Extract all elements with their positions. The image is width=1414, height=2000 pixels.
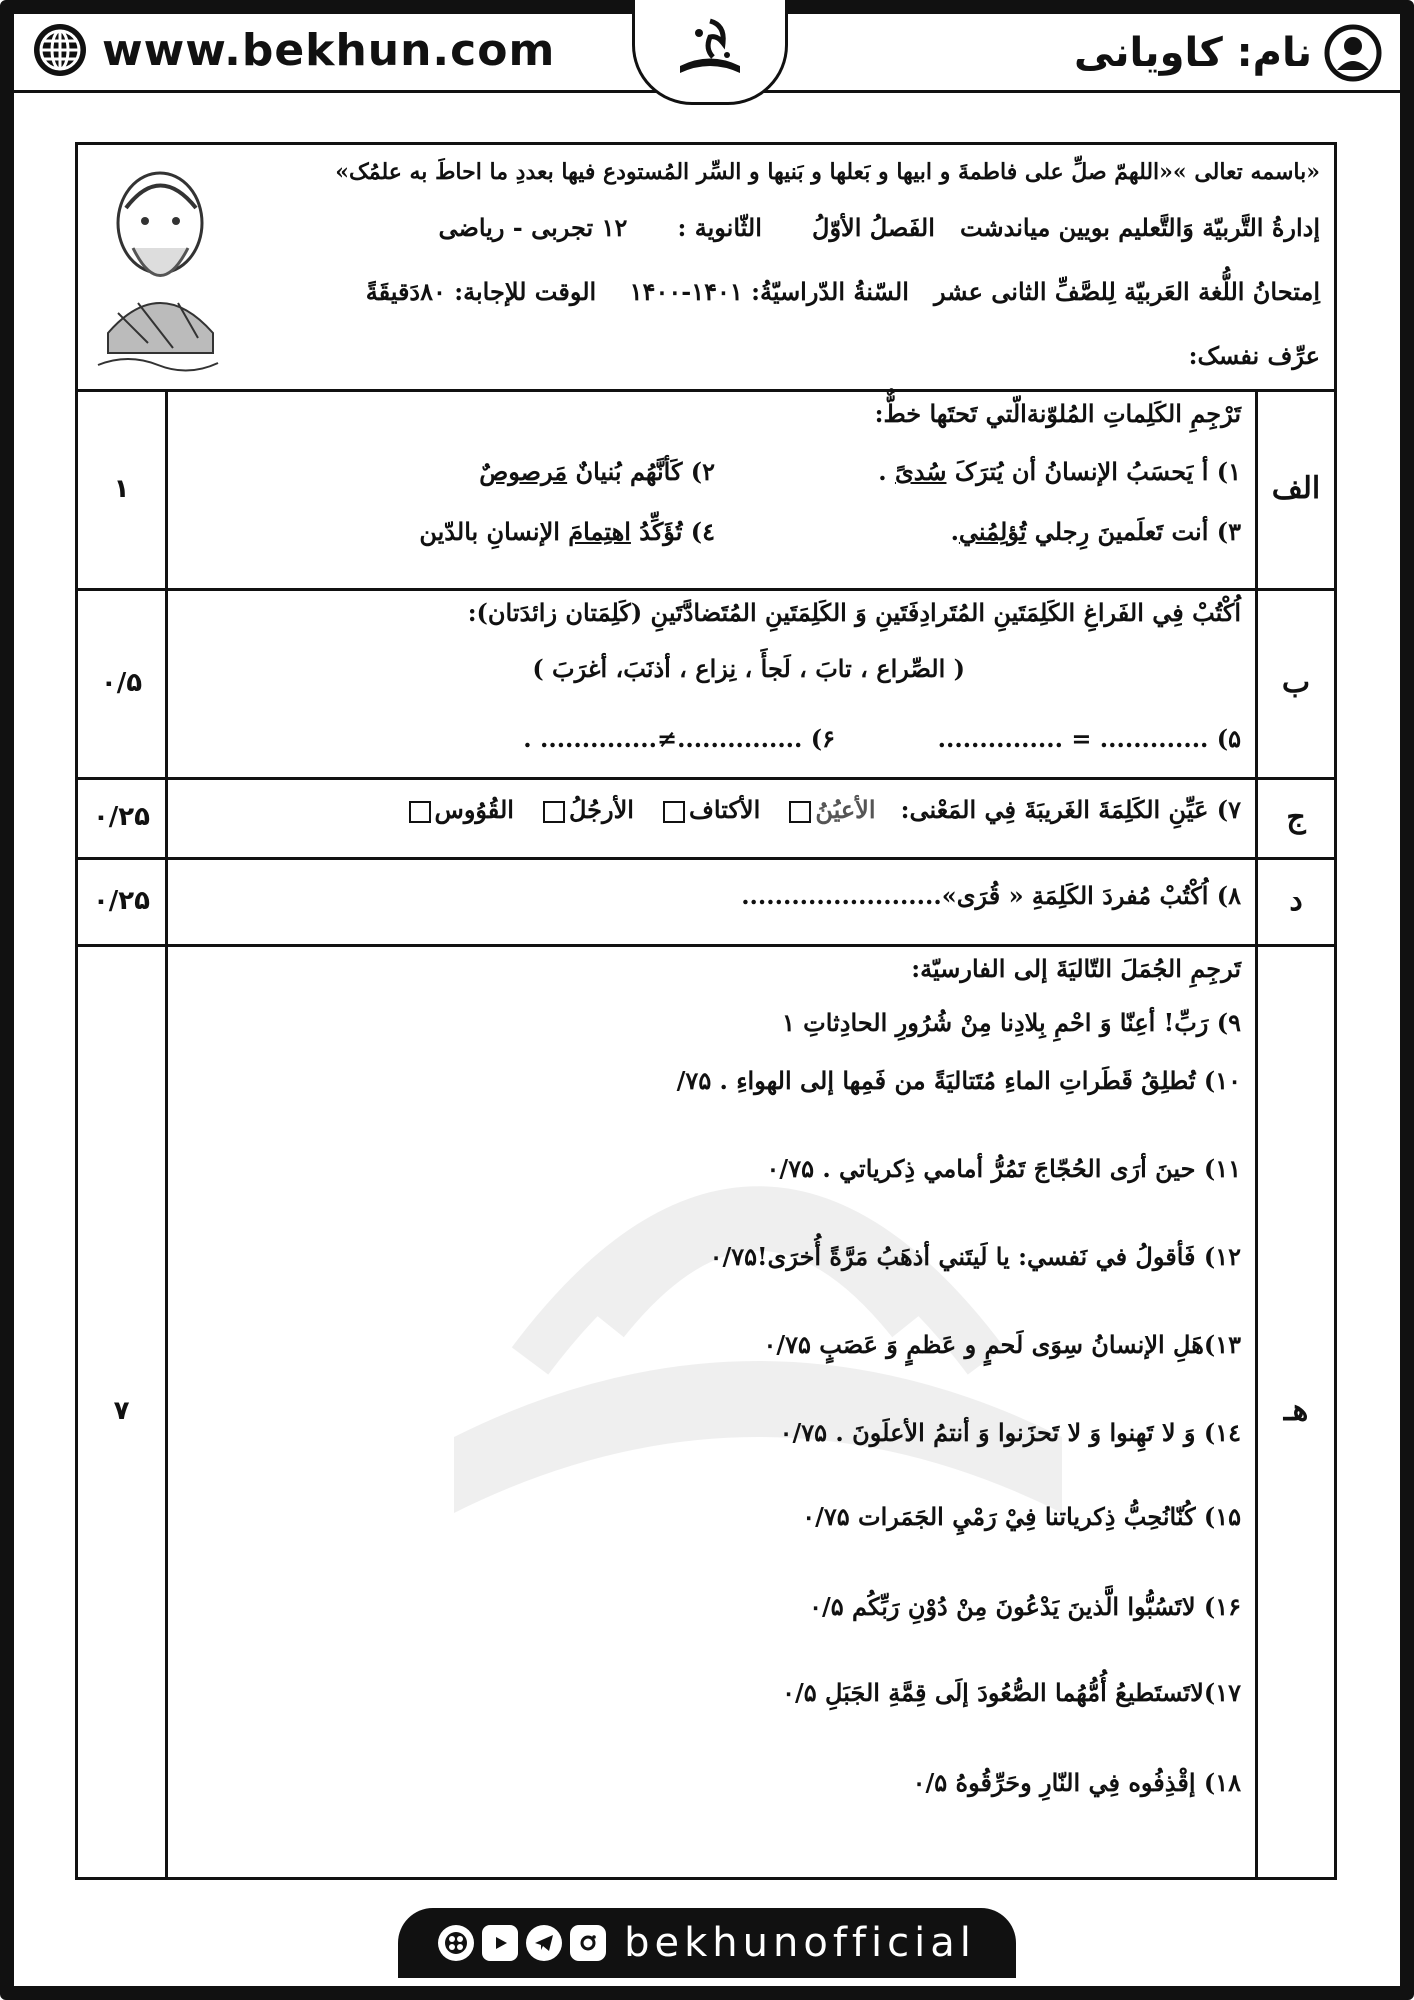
question-18: ۱۸) إقْذِفُوه فِي النّارِ وحَرِّقُوهُ ۰/۵ — [912, 1768, 1241, 1797]
globe-icon — [32, 22, 88, 78]
option-3-checkbox[interactable] — [543, 801, 565, 823]
option-4-checkbox[interactable] — [409, 801, 431, 823]
portrait-image — [88, 153, 228, 378]
section-d — [78, 857, 1334, 947]
exam-duration: الوقت للإجابة: ۸۰دَقیقَةً — [365, 277, 597, 306]
brand-logo — [632, 0, 788, 105]
header-line-1: «باسمه تعالی »«اللهمّ صلِّ علی فاطمةَ و ابیها و بَعلها و بَنیها و السِّر المُستودع فیها بعددِ ما احاطَ به علمُک» — [335, 159, 1320, 185]
academic-year: السّنةُ الدّراسیّةُ: ۱۴۰۱-۱۴۰۰ — [629, 277, 909, 306]
question-9: ۹) رَبِّ! أعِنّا وَ احْمِ بِلادِنا مِنْ شُرُورِ الحادِثاتِ ۱ — [781, 1008, 1241, 1037]
exam-header — [78, 145, 1334, 392]
instruction: تَرجِمِ الجُمَلَ التّالیَةَ إلی الفارسیّة: — [911, 954, 1241, 983]
header-line-4: عرِّف نفسک: — [1188, 341, 1320, 370]
question-13: ۱۳)هَلِ الإنسانُ سِوَی لَحمٍ و عَظمٍ وَ عَصَبٍ ۰/۷۵ — [763, 1330, 1241, 1359]
blank-6[interactable]: ۶) ...............≠.............. . — [523, 724, 835, 753]
option-3: الأرجُلُ — [569, 795, 634, 824]
option-1: الأعیُنُ — [815, 795, 876, 824]
footer-bar — [398, 1908, 1016, 1978]
user-icon — [1324, 24, 1382, 82]
question-12: ۱۲) فَأقولُ في نَفسي: یا لَیتَني أذهَبُ مَرَّةً أُخرَی!۰/۷۵ — [709, 1242, 1241, 1271]
blank-5[interactable]: ۵) ............. = ............... — [937, 724, 1241, 753]
section-letter: هـ — [1255, 944, 1334, 1877]
question-11: ۱۱) حینَ أرَی الحُجّاجَ تَمُرُّ أمامي ذِکریاتي . ۰/۷۵ — [766, 1154, 1241, 1183]
option-1-checkbox[interactable] — [789, 801, 811, 823]
book-logo-icon — [665, 11, 755, 91]
aparat-icon[interactable] — [438, 1925, 474, 1961]
section-c — [78, 777, 1334, 860]
youtube-icon[interactable] — [482, 1925, 518, 1961]
section-b — [78, 588, 1334, 780]
question-14: ۱٤) وَ لا تَهِنوا وَ لا تَحزَنوا وَ أنتمُ الأعلَونَ . ۰/۷۵ — [779, 1418, 1241, 1447]
section-score: ۰/۲۵ — [78, 857, 168, 944]
section-letter: ج — [1255, 777, 1334, 857]
option-2-checkbox[interactable] — [663, 801, 685, 823]
header-line-2 — [438, 213, 1320, 242]
telegram-icon[interactable] — [526, 1925, 562, 1961]
question-8: ۸) اُکْتُبْ مُفردَ الکَلِمَةِ « قُرَی»........................ — [741, 881, 1241, 910]
instruction: تَرْجِمِ الکَلِماتِ المُلوّنةالّتي تَحتَها خطٌّ: — [874, 399, 1241, 428]
section-letter: د — [1255, 857, 1334, 944]
question-15: ۱۵) کُنّانُحِبُّ ذِکریاتنا فِيْ رَمْيِ الجَمَرات ۰/۷۵ — [802, 1502, 1241, 1531]
question-2: ۲) کَأنَّهُم بُنیانٌ مَرصوصٌ — [479, 457, 715, 486]
school-level: الثّانویة : — [677, 213, 762, 242]
instagram-icon[interactable] — [570, 1925, 606, 1961]
question-3: ۳) أنت تَعلَمینَ رِجلي تُؤلِمُني. — [950, 517, 1241, 546]
semester: الفَصلُ الأوّلُ — [812, 213, 935, 242]
site-url: www.bekhun.com — [102, 24, 556, 76]
top-bar — [14, 14, 1400, 93]
option-4: القُوُوس — [434, 795, 514, 824]
section-a — [78, 389, 1334, 591]
question-17: ۱۷)لاتَستَطیعُ أُمُّهُما الصُّعُودَ إلَی قِمَّةِ الجَبَلِ ۰/۵ — [782, 1678, 1241, 1707]
section-score: ۰/۵ — [78, 588, 168, 777]
exam-title: اِمتحانُ اللُّغة العَربیّة لِلصَّفِّ الثانی عشر — [933, 277, 1320, 306]
footer-handle[interactable]: bekhunofficial — [624, 1920, 976, 1966]
question-1: ۱) أ یَحسَبُ الإنسانُ أن یُترَکَ سُدیً . — [878, 457, 1241, 486]
section-letter: الف — [1255, 389, 1334, 588]
grade-field: ۱۲ تجربی - ریاضی — [438, 213, 628, 242]
site-link[interactable] — [32, 22, 555, 78]
student-name — [1074, 24, 1382, 82]
section-score: ۱ — [78, 389, 168, 588]
name-label: نام: کاویانی — [1074, 30, 1312, 76]
school-name: إدارةُ التَّربیّة وَالتَّعلیم بویین میاندشت — [959, 213, 1320, 242]
section-score: ۰/۲۵ — [78, 777, 168, 857]
exam-sheet — [75, 142, 1337, 1880]
header-line-3 — [366, 277, 1320, 306]
section-letter: ب — [1255, 588, 1334, 777]
section-score: ۷ — [78, 944, 168, 1877]
question-4: ٤) تُؤَکِّدُ اهتِمامَ الإنسانِ بالدّین — [419, 517, 715, 546]
question-7: ۷) عَیِّنِ الکَلِمَةَ الغَریبَةَ فِي المَعْنی: الأعیُنُ الأکتاف الأرجُلُ القُوُوس — [405, 795, 1241, 824]
word-list: ( الصِّراع ، تابَ ، لَجأَ ، نِزاع ، أذنَبَ، أغرَبَ ) — [532, 654, 965, 683]
option-2: الأکتاف — [689, 795, 761, 824]
social-icons — [438, 1925, 606, 1961]
question-16: ۱۶) لاتَسُبُّوا الَّذینَ یَدْعُونَ مِنْ دُوْنِ رَبِّکُم ۰/۵ — [809, 1592, 1241, 1621]
instruction: اُکْتُبْ فِي الفَراغِ الکَلِمَتَینِ المُتَرادِفَتَینِ وَ الکَلِمَتَینِ المُتَضادَّتَینِ (کَلِمَتان زائدَتان): — [467, 598, 1241, 627]
question-10: ۱۰) تُطلِقُ قَطَراتِ الماءِ مُتَتالیَةً من فَمِها إلی الهواءِ . ۷۵/ — [676, 1066, 1241, 1095]
section-e — [78, 944, 1334, 1877]
